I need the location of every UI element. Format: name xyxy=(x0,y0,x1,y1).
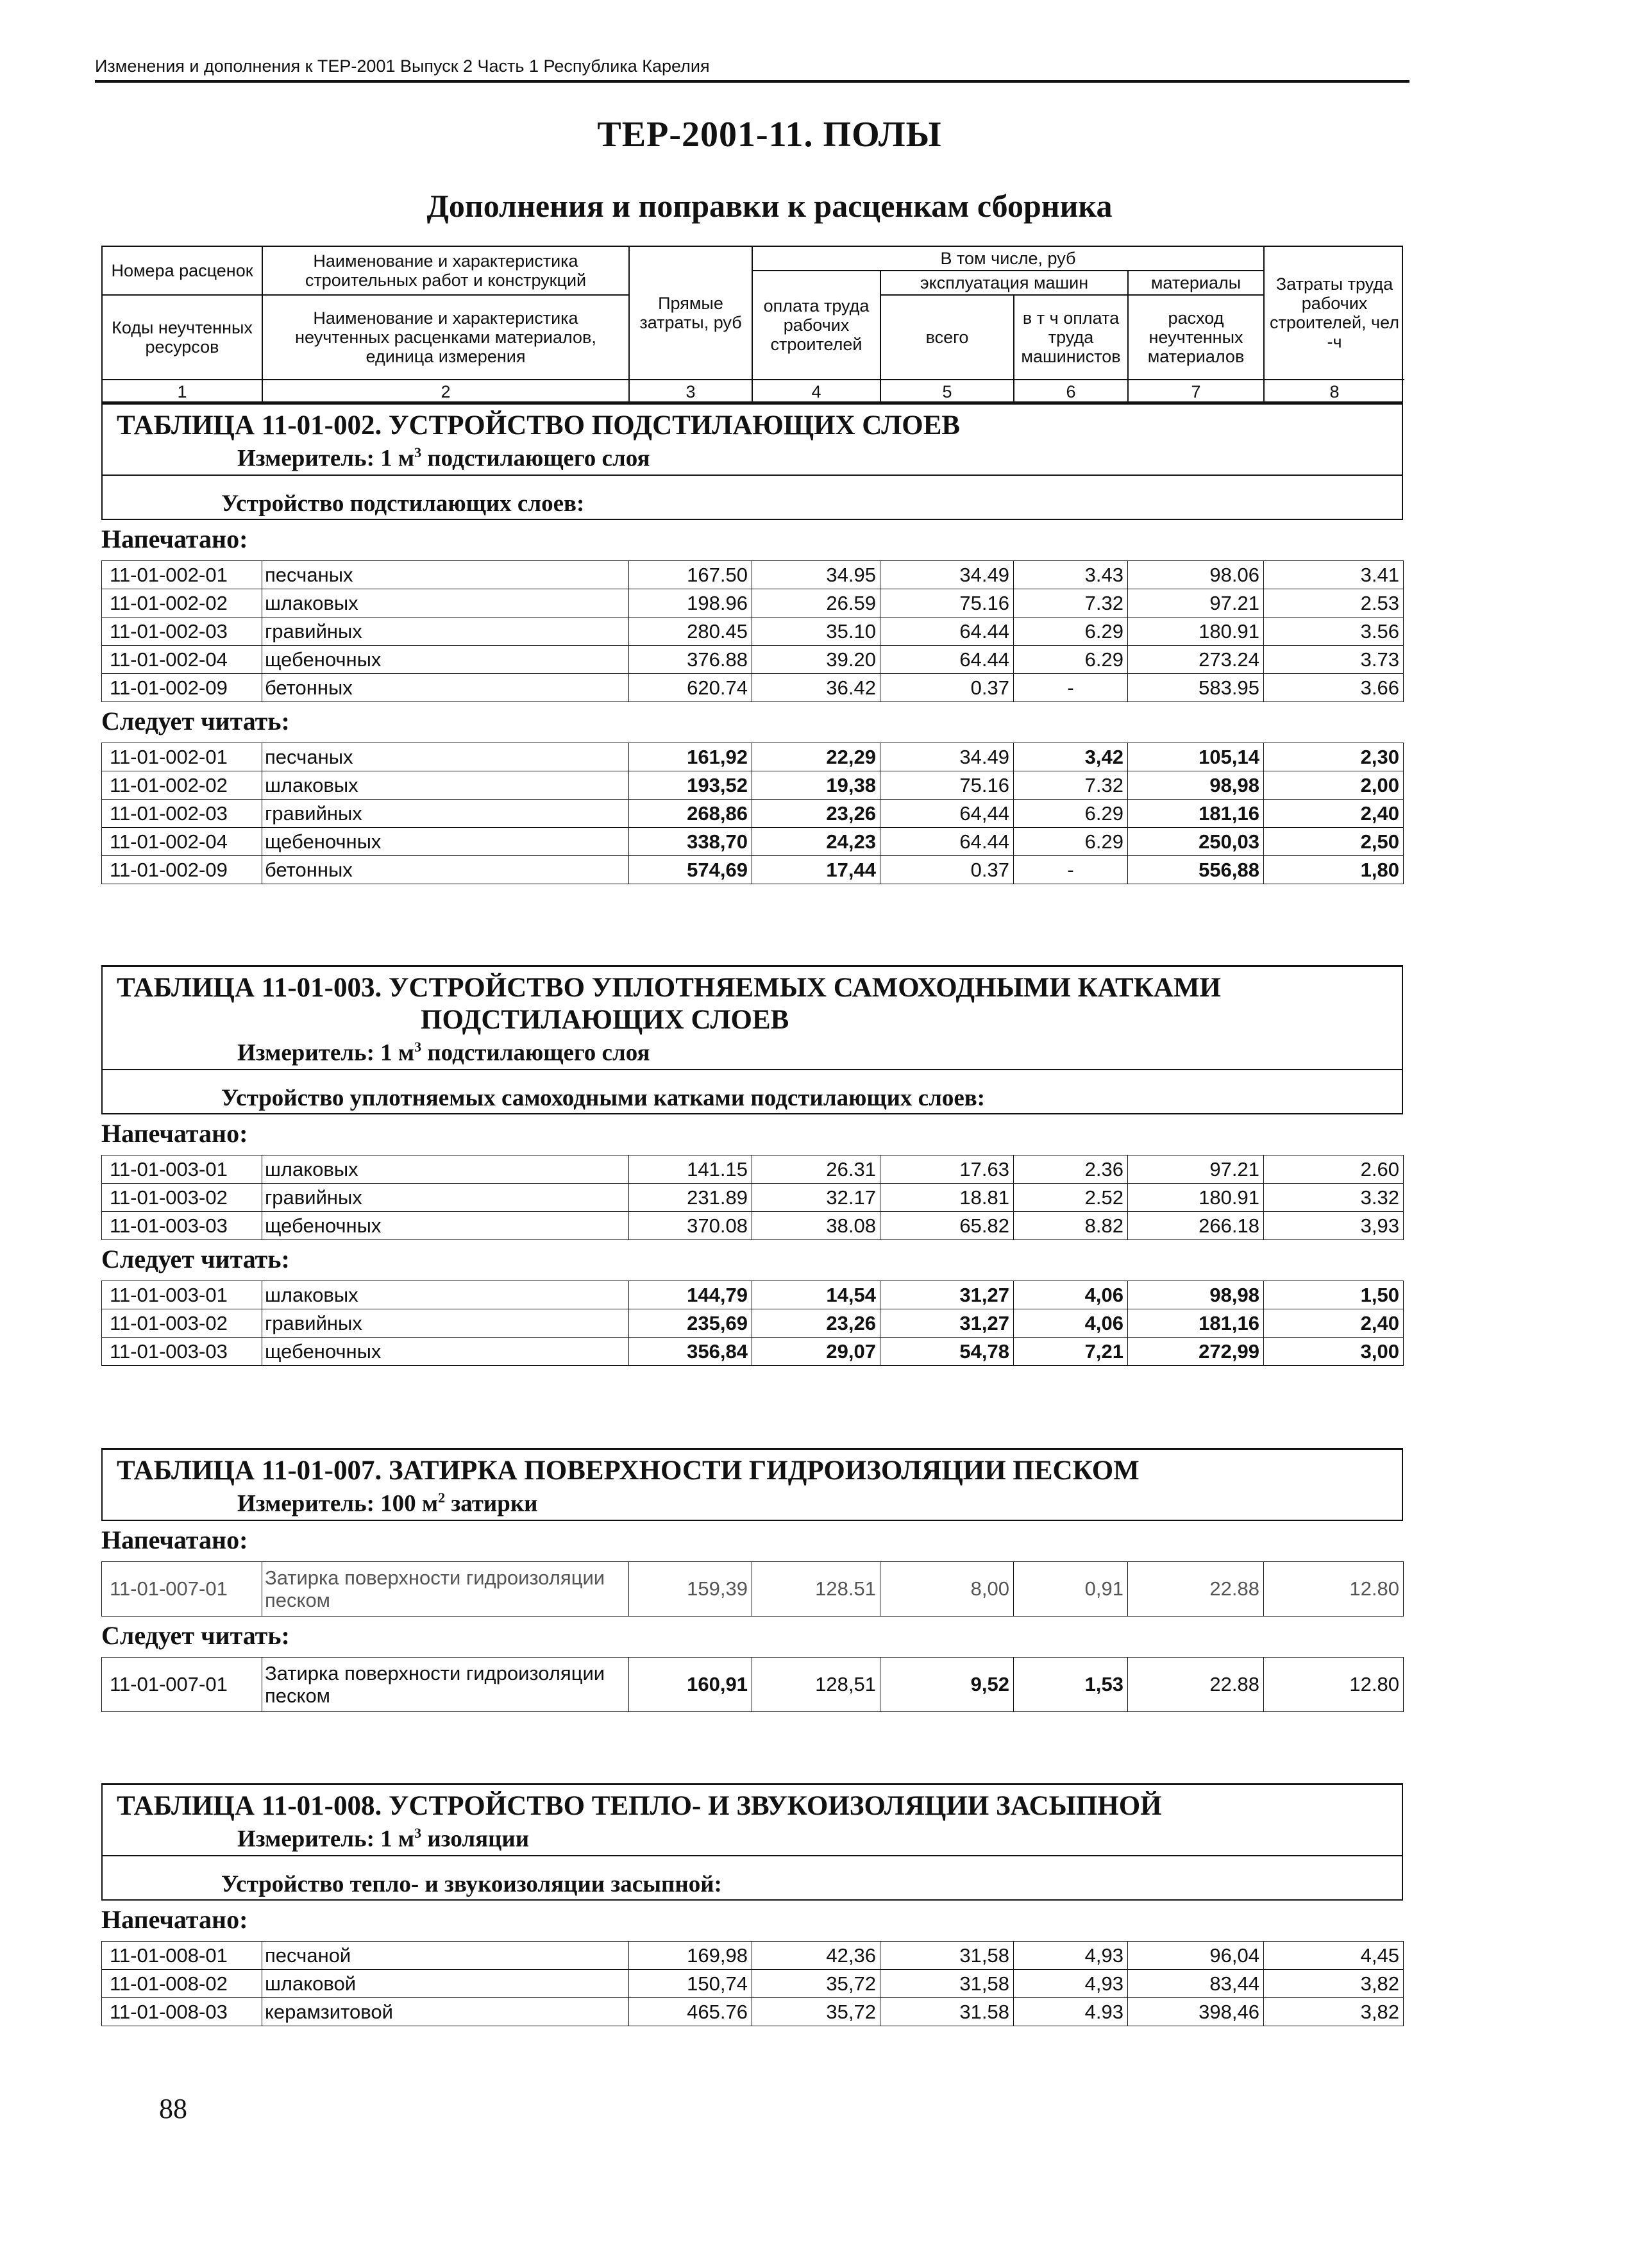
should-read-label: Следует читать: xyxy=(101,1245,290,1274)
materials: 98.06 xyxy=(1128,561,1264,589)
direct-costs: 235,69 xyxy=(629,1309,752,1338)
machines-total: 34.49 xyxy=(880,743,1014,771)
printed-rates-table xyxy=(101,1561,1404,1617)
labor-costs: 2,40 xyxy=(1264,1309,1404,1338)
operator-wages: 2.52 xyxy=(1014,1184,1128,1212)
direct-costs: 167.50 xyxy=(629,561,752,589)
header-rate-numbers: Номера расценок xyxy=(103,247,263,296)
rate-code: 11-01-002-03 xyxy=(102,617,262,646)
column-header xyxy=(101,246,1403,403)
rate-code: 11-01-003-03 xyxy=(102,1338,262,1366)
table-unit: Измеритель: 1 $м^3$ подстилающего слоя xyxy=(103,1036,1402,1070)
materials: 22.88 xyxy=(1128,1658,1264,1712)
worker-wages: 17,44 xyxy=(752,856,880,884)
rate-code: 11-01-007-01 xyxy=(102,1658,262,1712)
work-name: бетонных xyxy=(262,674,629,702)
rate-code: 11-01-003-02 xyxy=(102,1184,262,1212)
operator-wages: - xyxy=(1014,856,1128,884)
direct-costs: 144,79 xyxy=(629,1281,752,1309)
materials: 250,03 xyxy=(1128,828,1264,856)
work-name: шлаковых xyxy=(262,589,629,617)
rate-code: 11-01-002-09 xyxy=(102,674,262,702)
direct-costs: 356,84 xyxy=(629,1338,752,1366)
direct-costs: 193,52 xyxy=(629,771,752,800)
table-11-01-008 xyxy=(101,1783,1403,2026)
machines-total: 34.49 xyxy=(880,561,1014,589)
table-row xyxy=(102,1212,1404,1240)
labor-costs: 3.73 xyxy=(1264,646,1404,674)
direct-costs: 338,70 xyxy=(629,828,752,856)
worker-wages: 35.10 xyxy=(752,617,880,646)
operator-wages: 4,06 xyxy=(1014,1309,1128,1338)
header-resource-codes: Коды неучтенных ресурсов xyxy=(103,296,263,380)
materials: 83,44 xyxy=(1128,1970,1264,1998)
labor-costs: 3,93 xyxy=(1264,1212,1404,1240)
direct-costs: 159,39 xyxy=(629,1562,752,1617)
rate-code: 11-01-002-09 xyxy=(102,856,262,884)
direct-costs: 574,69 xyxy=(629,856,752,884)
header-machine-operation: эксплуатация машин xyxy=(881,271,1129,296)
machines-total: 9,52 xyxy=(880,1658,1014,1712)
operator-wages: 7.32 xyxy=(1014,771,1128,800)
labor-costs: 1,50 xyxy=(1264,1281,1404,1309)
direct-costs: 160,91 xyxy=(629,1658,752,1712)
operator-wages: - xyxy=(1014,674,1128,702)
table-row xyxy=(102,1942,1404,1970)
table-11-01-003 xyxy=(101,965,1403,1366)
running-head: Изменения и дополнения к ТЕР-2001 Выпуск 2 Часть 1 Республика Карелия xyxy=(95,56,1409,83)
operator-wages: 7.32 xyxy=(1014,589,1128,617)
worker-wages: 24,23 xyxy=(752,828,880,856)
work-name: гравийных xyxy=(262,800,629,828)
unit-prefix: Измеритель: xyxy=(237,1490,374,1517)
materials: 180.91 xyxy=(1128,1184,1264,1212)
work-name: Затирка поверхности гидроизоляции песком xyxy=(262,1658,629,1712)
rate-code: 11-01-003-02 xyxy=(102,1309,262,1338)
operator-wages: 4,06 xyxy=(1014,1281,1128,1309)
table-title: ТАБЛИЦА 11-01-002. УСТРОЙСТВО ПОДСТИЛАЮЩИХ СЛОЕВ xyxy=(117,410,961,441)
work-name: песчаной xyxy=(262,1942,629,1970)
direct-costs: 620.74 xyxy=(629,674,752,702)
materials: 98,98 xyxy=(1128,771,1264,800)
table-title: ТАБЛИЦА 11-01-003. УСТРОЙСТВО УПЛОТНЯЕМЫХ САМОХОДНЫМИ КАТКАМИ ПОДСТИЛАЮЩИХ СЛОЕВ xyxy=(117,973,1221,1035)
machines-total: 31,27 xyxy=(880,1309,1014,1338)
header-worker-wages: оплата труда рабочих строителей xyxy=(753,271,881,380)
operator-wages: 2.36 xyxy=(1014,1155,1128,1184)
work-name: гравийных xyxy=(262,1309,629,1338)
header-work-name: Наименование и характеристика строительных работ и конструкций xyxy=(263,247,630,296)
header-including: В том числе, руб xyxy=(753,247,1265,271)
table-row xyxy=(102,743,1404,771)
rate-code: 11-01-002-04 xyxy=(102,646,262,674)
machines-total: 65.82 xyxy=(880,1212,1014,1240)
direct-costs: 198.96 xyxy=(629,589,752,617)
machines-total: 31,58 xyxy=(880,1942,1014,1970)
operator-wages: 0,91 xyxy=(1014,1562,1128,1617)
should-read-label: Следует читать: xyxy=(101,707,290,736)
worker-wages: 32.17 xyxy=(752,1184,880,1212)
table-title: ТАБЛИЦА 11-01-008. УСТРОЙСТВО ТЕПЛО- И ЗВУКОИЗОЛЯЦИИ ЗАСЫПНОЙ xyxy=(117,1791,1162,1821)
table-row xyxy=(102,1309,1404,1338)
direct-costs: 370.08 xyxy=(629,1212,752,1240)
rate-code: 11-01-002-02 xyxy=(102,589,262,617)
worker-wages: 128.51 xyxy=(752,1562,880,1617)
machines-total: 0.37 xyxy=(880,674,1014,702)
table-title: ТАБЛИЦА 11-01-007. ЗАТИРКА ПОВЕРХНОСТИ ГИДРОИЗОЛЯЦИИ ПЕСКОМ xyxy=(117,1456,1140,1486)
operator-wages: 4,93 xyxy=(1014,1970,1128,1998)
materials: 398,46 xyxy=(1128,1998,1264,2026)
page-title: ТЕР-2001-11. ПОЛЫ xyxy=(597,115,942,155)
materials: 272,99 xyxy=(1128,1338,1264,1366)
table-row xyxy=(102,1281,1404,1309)
worker-wages: 42,36 xyxy=(752,1942,880,1970)
work-group-caption: Устройство подстилающих слоев: xyxy=(103,476,1402,520)
operator-wages: 6.29 xyxy=(1014,800,1128,828)
machines-total: 64,44 xyxy=(880,800,1014,828)
direct-costs: 231.89 xyxy=(629,1184,752,1212)
header-direct-costs: Прямые затраты, руб xyxy=(630,247,753,380)
direct-costs: 280.45 xyxy=(629,617,752,646)
column-number: 3 xyxy=(630,380,753,404)
rate-code: 11-01-002-03 xyxy=(102,800,262,828)
operator-wages: 4.93 xyxy=(1014,1998,1128,2026)
worker-wages: 23,26 xyxy=(752,800,880,828)
rate-code: 11-01-003-03 xyxy=(102,1212,262,1240)
work-name: шлаковых xyxy=(262,771,629,800)
machines-total: 75.16 xyxy=(880,589,1014,617)
rate-code: 11-01-002-02 xyxy=(102,771,262,800)
table-row xyxy=(102,1658,1404,1712)
machines-total: 17.63 xyxy=(880,1155,1014,1184)
table-row xyxy=(102,646,1404,674)
direct-costs: 465.76 xyxy=(629,1998,752,2026)
operator-wages: 3,42 xyxy=(1014,743,1128,771)
materials: 556,88 xyxy=(1128,856,1264,884)
table-11-01-007 xyxy=(101,1448,1403,1712)
operator-wages: 7,21 xyxy=(1014,1338,1128,1366)
worker-wages: 35,72 xyxy=(752,1970,880,1998)
worker-wages: 38.08 xyxy=(752,1212,880,1240)
page-subtitle: Дополнения и поправки к расценкам сборника xyxy=(426,188,1113,224)
machines-total: 64.44 xyxy=(880,617,1014,646)
worker-wages: 34.95 xyxy=(752,561,880,589)
column-number: 5 xyxy=(881,380,1014,404)
table-heading xyxy=(101,1783,1403,1901)
direct-costs: 268,86 xyxy=(629,800,752,828)
rate-code: 11-01-002-01 xyxy=(102,743,262,771)
labor-costs: 12.80 xyxy=(1264,1658,1404,1712)
machines-total: 31,27 xyxy=(880,1281,1014,1309)
table-row xyxy=(102,589,1404,617)
materials: 180.91 xyxy=(1128,617,1264,646)
work-name: бетонных xyxy=(262,856,629,884)
table-row xyxy=(102,561,1404,589)
work-name: шлаковых xyxy=(262,1155,629,1184)
labor-costs: 2,30 xyxy=(1264,743,1404,771)
direct-costs: 169,98 xyxy=(629,1942,752,1970)
labor-costs: 2.60 xyxy=(1264,1155,1404,1184)
work-name: шлаковых xyxy=(262,1281,629,1309)
worker-wages: 35,72 xyxy=(752,1998,880,2026)
work-name: гравийных xyxy=(262,1184,629,1212)
work-name: керамзитовой xyxy=(262,1998,629,2026)
unit-prefix: Измеритель: xyxy=(237,1039,374,1066)
labor-costs: 12.80 xyxy=(1264,1562,1404,1617)
operator-wages: 4,93 xyxy=(1014,1942,1128,1970)
machines-total: 18.81 xyxy=(880,1184,1014,1212)
materials: 22.88 xyxy=(1128,1562,1264,1617)
direct-costs: 141.15 xyxy=(629,1155,752,1184)
operator-wages: 6.29 xyxy=(1014,617,1128,646)
materials: 266.18 xyxy=(1128,1212,1264,1240)
labor-costs: 2,40 xyxy=(1264,800,1404,828)
worker-wages: 14,54 xyxy=(752,1281,880,1309)
table-row xyxy=(102,1970,1404,1998)
table-row xyxy=(102,617,1404,646)
operator-wages: 6.29 xyxy=(1014,646,1128,674)
machines-total: 8,00 xyxy=(880,1562,1014,1617)
rate-code: 11-01-003-01 xyxy=(102,1155,262,1184)
column-number: 4 xyxy=(753,380,881,404)
labor-costs: 4,45 xyxy=(1264,1942,1404,1970)
header-unaccounted-materials: расход неучтенных материалов xyxy=(1129,296,1265,380)
printed-label: Напечатано: xyxy=(101,1905,248,1935)
corrected-rates-table xyxy=(101,1281,1404,1366)
direct-costs: 376.88 xyxy=(629,646,752,674)
machines-total: 75.16 xyxy=(880,771,1014,800)
work-name: песчаных xyxy=(262,561,629,589)
materials: 181,16 xyxy=(1128,1309,1264,1338)
labor-costs: 3.32 xyxy=(1264,1184,1404,1212)
labor-costs: 3.56 xyxy=(1264,617,1404,646)
table-row xyxy=(102,674,1404,702)
operator-wages: 6.29 xyxy=(1014,828,1128,856)
work-name: Затирка поверхности гидроизоляции песком xyxy=(262,1562,629,1617)
worker-wages: 36.42 xyxy=(752,674,880,702)
rate-code: 11-01-007-01 xyxy=(102,1562,262,1617)
header-labor-costs: Затраты труда рабочих строителей, чел -ч xyxy=(1265,247,1404,380)
column-number: 2 xyxy=(263,380,630,404)
operator-wages: 3.43 xyxy=(1014,561,1128,589)
labor-costs: 2,50 xyxy=(1264,828,1404,856)
rate-code: 11-01-008-01 xyxy=(102,1942,262,1970)
labor-costs: 1,80 xyxy=(1264,856,1404,884)
materials: 96,04 xyxy=(1128,1942,1264,1970)
header-operator-wages: в т ч оплата труда машинистов xyxy=(1014,296,1129,380)
materials: 105,14 xyxy=(1128,743,1264,771)
table-row xyxy=(102,771,1404,800)
worker-wages: 22,29 xyxy=(752,743,880,771)
labor-costs: 2,00 xyxy=(1264,771,1404,800)
machines-total: 64.44 xyxy=(880,646,1014,674)
labor-costs: 3.41 xyxy=(1264,561,1404,589)
work-group-caption: Устройство тепло- и звукоизоляции засыпной: xyxy=(103,1856,1402,1901)
table-row xyxy=(102,1998,1404,2026)
worker-wages: 29,07 xyxy=(752,1338,880,1366)
labor-costs: 3,82 xyxy=(1264,1970,1404,1998)
operator-wages: 8.82 xyxy=(1014,1212,1128,1240)
machines-total: 54,78 xyxy=(880,1338,1014,1366)
printed-label: Напечатано: xyxy=(101,525,248,554)
column-number: 1 xyxy=(103,380,263,404)
worker-wages: 39.20 xyxy=(752,646,880,674)
unit-prefix: Измеритель: xyxy=(237,445,374,472)
labor-costs: 3,00 xyxy=(1264,1338,1404,1366)
table-row xyxy=(102,800,1404,828)
materials: 181,16 xyxy=(1128,800,1264,828)
direct-costs: 161,92 xyxy=(629,743,752,771)
header-material-name: Наименование и характеристика неучтенных расценками материалов, единица измерения xyxy=(263,296,630,380)
materials: 97.21 xyxy=(1128,589,1264,617)
column-number: 7 xyxy=(1129,380,1265,404)
table-row xyxy=(102,828,1404,856)
corrected-rates-table xyxy=(101,1657,1404,1712)
operator-wages: 1,53 xyxy=(1014,1658,1128,1712)
work-name: гравийных xyxy=(262,617,629,646)
table-unit: Измеритель: 100 $м^2$ затирки xyxy=(103,1487,1402,1521)
work-name: щебеночных xyxy=(262,1338,629,1366)
unit-prefix: Измеритель: xyxy=(237,1826,374,1852)
materials: 98,98 xyxy=(1128,1281,1264,1309)
table-row xyxy=(102,1562,1404,1617)
table-row xyxy=(102,1338,1404,1366)
worker-wages: 19,38 xyxy=(752,771,880,800)
table-heading xyxy=(101,403,1403,520)
header-machines-total: всего xyxy=(881,296,1014,380)
work-name: щебеночных xyxy=(262,646,629,674)
labor-costs: 3.66 xyxy=(1264,674,1404,702)
table-unit: Измеритель: 1 $м^3$ изоляции xyxy=(103,1822,1402,1856)
rate-code: 11-01-002-04 xyxy=(102,828,262,856)
table-row xyxy=(102,856,1404,884)
worker-wages: 26.31 xyxy=(752,1155,880,1184)
table-heading xyxy=(101,1448,1403,1521)
work-name: щебеночных xyxy=(262,828,629,856)
worker-wages: 23,26 xyxy=(752,1309,880,1338)
printed-label: Напечатано: xyxy=(101,1119,248,1148)
machines-total: 0.37 xyxy=(880,856,1014,884)
worker-wages: 26.59 xyxy=(752,589,880,617)
header-materials: материалы xyxy=(1129,271,1265,296)
machines-total: 31,58 xyxy=(880,1970,1014,1998)
labor-costs: 3,82 xyxy=(1264,1998,1404,2026)
column-number: 6 xyxy=(1014,380,1129,404)
rate-code: 11-01-002-01 xyxy=(102,561,262,589)
table-unit: Измеритель: 1 $м^3$ подстилающего слоя xyxy=(103,442,1402,476)
printed-rates-table xyxy=(101,1155,1404,1240)
labor-costs: 2.53 xyxy=(1264,589,1404,617)
table-heading xyxy=(101,965,1403,1114)
corrected-rates-table xyxy=(101,743,1404,884)
machines-total: 64.44 xyxy=(880,828,1014,856)
work-name: щебеночных xyxy=(262,1212,629,1240)
table-row xyxy=(102,1184,1404,1212)
materials: 97.21 xyxy=(1128,1155,1264,1184)
materials: 273.24 xyxy=(1128,646,1264,674)
direct-costs: 150,74 xyxy=(629,1970,752,1998)
rate-code: 11-01-003-01 xyxy=(102,1281,262,1309)
work-name: песчаных xyxy=(262,743,629,771)
should-read-label: Следует читать: xyxy=(101,1621,290,1651)
rate-code: 11-01-008-02 xyxy=(102,1970,262,1998)
table-11-01-002 xyxy=(101,403,1403,884)
rate-code: 11-01-008-03 xyxy=(102,1998,262,2026)
machines-total: 31.58 xyxy=(880,1998,1014,2026)
printed-rates-table xyxy=(101,1941,1404,2026)
page-number: 88 xyxy=(159,2093,187,2124)
printed-rates-table xyxy=(101,560,1404,702)
table-row xyxy=(102,1155,1404,1184)
worker-wages: 128,51 xyxy=(752,1658,880,1712)
printed-label: Напечатано: xyxy=(101,1525,248,1555)
work-name: шлаковой xyxy=(262,1970,629,1998)
work-group-caption: Устройство уплотняемых самоходными катками подстилающих слоев: xyxy=(103,1070,1402,1114)
column-number: 8 xyxy=(1329,382,1340,402)
materials: 583.95 xyxy=(1128,674,1264,702)
